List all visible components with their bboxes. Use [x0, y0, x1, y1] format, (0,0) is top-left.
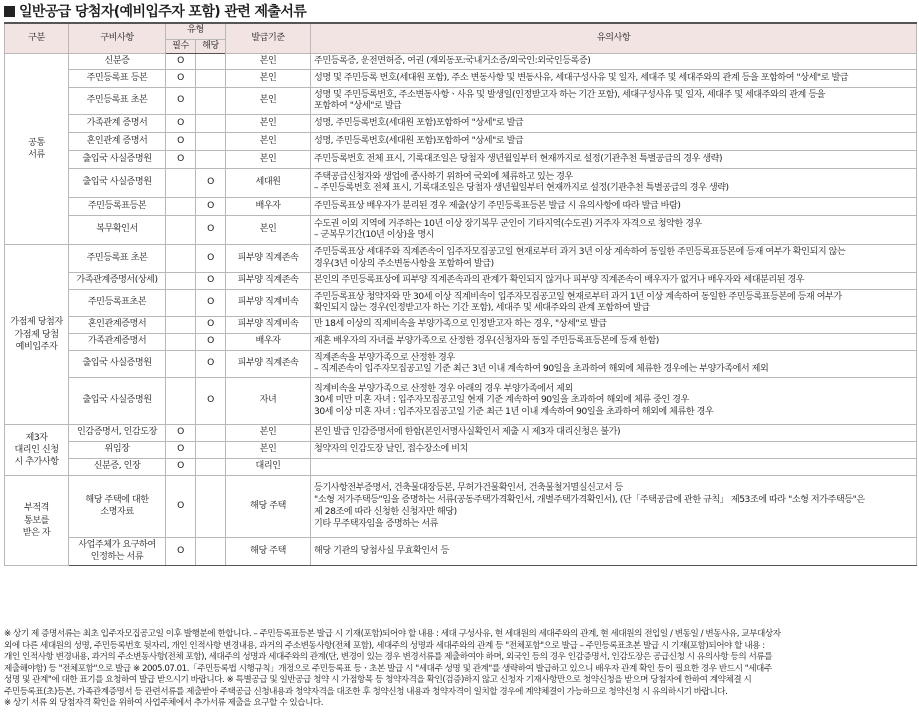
applicable-mark [196, 459, 226, 476]
table-row [5, 290, 917, 317]
required-mark: O [166, 133, 196, 151]
notes-cell [311, 459, 917, 476]
document-label: 소명자료 [100, 506, 134, 517]
notes-cell [311, 538, 917, 566]
document-label: 위임장 [104, 444, 130, 455]
table-row [5, 351, 917, 378]
document-label: 주민등록표등본 [87, 200, 147, 211]
applicable-mark: O [196, 245, 226, 273]
note-line: 청약자의 인감도장 날인, 접수장소에 비치 [314, 444, 468, 455]
applicable-mark [196, 442, 226, 459]
note-line: 성명, 주민등록번호(세대원 포함)포함하여 "상세"로 발급 [314, 135, 524, 146]
category-cell [5, 245, 69, 425]
applicable-mark [196, 133, 226, 151]
applicable-mark: O [196, 216, 226, 245]
table-row [5, 476, 917, 538]
document-label: 신분증, 인장 [93, 461, 141, 472]
document-label: 인감증명서, 인감도장 [77, 427, 157, 438]
note-line: 성명 및 주민등록번호, 주소변동사항ㆍ사유 및 발생일(인정받고자 하는 기간 포함), 세대구성사유 및 일자, 세대주 및 세대주와의 관계 등을 [314, 89, 825, 100]
document-cell [69, 351, 166, 378]
bullet-square-icon [4, 6, 15, 17]
applicable-mark: O [196, 273, 226, 290]
applicable-mark [196, 538, 226, 566]
required-mark [166, 317, 196, 334]
document-cell [69, 245, 166, 273]
note-line: 등기사항전부증명서, 건축물대장등본, 무허가건물확인서, 건축물철거멸실신고서 등 [314, 483, 623, 494]
document-label: 가족관계 증명서 [86, 117, 148, 128]
note-line: 포함하여 "상세"로 발급 [314, 101, 402, 112]
document-label: 복무확인서 [96, 224, 138, 235]
document-label: 가족관계증명서(상세) [76, 275, 158, 286]
note-line: 제 28조에 따라 신청한 신청자만 해당) [314, 506, 457, 517]
note-line: 주민등록번호 전체 표시, 기록대조일은 당첨자 생년월일부터 현재까지로 설정(기관추천 특별공급의 경우 생략) [314, 153, 723, 164]
required-mark [166, 169, 196, 198]
document-label: 주민등록표초본 [87, 297, 147, 308]
notes-cell [311, 115, 917, 133]
document-label: 가족관계증명서 [87, 336, 147, 347]
section-title [4, 1, 306, 21]
table-row [5, 273, 917, 290]
note-line: – 주민등록번호 전체 표시, 기록대조일은 당첨자 생년월일부터 현재까지로 설정(기관추천 특별공급의 경우 생략) [314, 183, 729, 194]
footnote-line: 개인 인적사항 변경내용, 과거의 주소변동사항(전체 포함), 세대주의 성명과 세대주와의 관계(단, 변경이 있는 경우 변경서류를 제출하여야 하며, 외국인 등의 경우 인감증명서, 인감도장은 공급신청 시 유의사항 등의 서류를 [4, 652, 773, 662]
table-row [5, 133, 917, 151]
table-row [5, 115, 917, 133]
notes-cell [311, 290, 917, 317]
table-row [5, 54, 917, 70]
basis-cell: 본인 [226, 216, 311, 245]
documents-table [4, 22, 917, 566]
category-label: 서류 [28, 150, 45, 161]
applicable-mark [196, 54, 226, 70]
note-line: – 직계존속이 입주자모집공고일 기준 최근 3년 이내 계속하여 90일을 초과하여 해외에 체류한 경우에는 부양가족에서 제외 [314, 364, 769, 375]
footnote-line: ※ 상기 서류 외 당첨자격 확인을 위하여 사업주체에서 추가서류 제출을 요구할 수 있습니다. [4, 698, 324, 708]
note-line: 30세 이상 미혼 자녀 : 입주자모집공고일 기준 최근 1년 이내 계속하여 90일을 초과하여 해외에 체류한 경우 [314, 407, 714, 418]
required-mark: O [166, 88, 196, 115]
header-basis: 발급기준 [226, 23, 311, 54]
document-label: 출입국 사실증명원 [82, 177, 152, 188]
document-label: 혼인관계증명서 [87, 319, 147, 330]
required-mark: O [166, 442, 196, 459]
notes-cell [311, 88, 917, 115]
basis-cell: 본인 [226, 151, 311, 169]
notes-cell [311, 216, 917, 245]
document-cell [69, 169, 166, 198]
notes-cell [311, 378, 917, 425]
header-type: 유형 [166, 23, 226, 39]
document-label: 인정하는 서류 [90, 551, 144, 562]
notes-cell [311, 334, 917, 351]
table-row [5, 245, 917, 273]
basis-cell: 본인 [226, 425, 311, 442]
note-line: "소형 저가주택등"임을 증명하는 서류(공동주택가격확인서, 개별주택가격확인서), (단「주택공급에 관한 규칙」 제53조에 따라 "소형 저가주택등"은 [314, 495, 865, 505]
applicable-mark [196, 70, 226, 88]
required-mark [166, 378, 196, 425]
category-label: 가점제 당첨 [14, 329, 59, 340]
note-line: 확인되지 않는 경우(인정받고자 하는 기간 포함), 세대주 및 세대주와의 관계 포함하여 발급 [314, 303, 650, 314]
basis-cell: 본인 [226, 54, 311, 70]
note-line: 해당 기관의 당첨사실 무효확인서 등 [314, 545, 449, 556]
required-mark [166, 351, 196, 378]
category-label: 받은 자 [22, 527, 51, 538]
basis-cell: 피부양 직계존속 [226, 245, 311, 273]
document-cell [69, 70, 166, 88]
basis-cell: 배우자 [226, 198, 311, 216]
document-cell [69, 151, 166, 169]
note-line: 주민등록표상 배우자가 분리된 경우 제출(상기 주민등록표등본 발급 시 유의사항에 따라 발급 바람) [314, 200, 681, 211]
document-cell [69, 216, 166, 245]
notes-cell [311, 317, 917, 334]
document-cell [69, 133, 166, 151]
document-label: 출입국 사실증명원 [82, 358, 152, 369]
required-mark [166, 273, 196, 290]
basis-cell: 세대원 [226, 169, 311, 198]
document-label: 주민등록표 초본 [86, 252, 148, 263]
basis-cell: 해당 주택 [226, 538, 311, 566]
required-mark: O [166, 151, 196, 169]
applicable-mark: O [196, 317, 226, 334]
table-row [5, 88, 917, 115]
category-label: 가점제 당첨자 [10, 317, 63, 328]
required-mark: O [166, 538, 196, 566]
document-cell [69, 538, 166, 566]
document-label: 주민등록표 초본 [86, 95, 148, 106]
note-line: 성명 및 주민등록 번호(세대원 포함), 주소 변동사항 및 변동사유, 세대구성사유 및 일자, 세대주 및 세대주와의 관계 등을 포함하여 "상세"로 발급 [314, 72, 849, 83]
document-cell [69, 317, 166, 334]
document-label: 출입국 사실증명원 [82, 395, 152, 406]
document-cell [69, 425, 166, 442]
notes-cell [311, 273, 917, 290]
note-line: 직계비속을 부양가족으로 산정한 경우 아래의 경우 부양가족에서 제외 [314, 383, 573, 394]
note-line: 만 18세 이상의 직계비속을 부양가족으로 인정받고자 하는 경우, "상세"로 발급 [314, 319, 607, 330]
document-cell [69, 198, 166, 216]
table-row [5, 442, 917, 459]
header-category: 구분 [5, 23, 69, 54]
note-line: 본인 발급 인감증명서에 한함(본인서명사실확인서 제출 시 제3자 대리신청은 불가) [314, 427, 621, 438]
note-line: – 군복무기간(10년 이상)을 명시 [314, 230, 434, 241]
applicable-mark [196, 88, 226, 115]
document-label: 사업주체가 요구하여 [78, 540, 156, 550]
notes-cell [311, 70, 917, 88]
basis-cell: 본인 [226, 88, 311, 115]
document-label: 혼인관계 증명서 [86, 135, 148, 146]
footnotes [4, 629, 915, 710]
category-label: 부적격 [23, 503, 49, 514]
category-cell [5, 425, 69, 476]
required-mark [166, 198, 196, 216]
category-cell [5, 54, 69, 245]
document-label: 해당 주택에 대한 [85, 495, 149, 505]
documents-table-body [5, 54, 917, 566]
header-notes: 유의사항 [311, 23, 917, 54]
basis-cell: 본인 [226, 442, 311, 459]
note-line: 성명, 주민등록번호(세대원 포함)포함하여 "상세"로 발급 [314, 117, 524, 128]
basis-cell: 피부양 직계존속 [226, 351, 311, 378]
note-line: 본인의 주민등록표상에 피부양 직계존속과의 관계가 확인되지 않거나 피부양 직계존속이 배우자가 없거나 배우자와 세대분리된 경우 [314, 275, 805, 286]
note-line: 직계존속을 부양가족으로 산정한 경우 [314, 352, 455, 363]
basis-cell: 본인 [226, 133, 311, 151]
table-row [5, 317, 917, 334]
notes-cell [311, 476, 917, 538]
applicable-mark: O [196, 351, 226, 378]
document-label: 신분증 [104, 55, 130, 66]
category-label: 제3자 [25, 432, 48, 443]
basis-cell: 피부양 직계비속 [226, 290, 311, 317]
required-mark: O [166, 115, 196, 133]
note-line: 기타 무주택자임을 증명하는 서류 [314, 518, 439, 529]
applicable-mark [196, 425, 226, 442]
required-mark [166, 290, 196, 317]
required-mark: O [166, 54, 196, 70]
document-cell [69, 115, 166, 133]
footnote-line: 외에 다른 세대원의 성명, 주민등록번호 뒷자리, 개인 인적사항 변경내용, 과거의 주소변동사항(전체 포함), 세대주의 성명과 세대주와의 관계 등 "전체포함"으로 발급 – 주민등록표초본 발급 시 기재(포함)되어야 할 내용 : [4, 640, 765, 651]
document-cell [69, 378, 166, 425]
header-applicable: 해당 [196, 39, 226, 54]
basis-cell: 본인 [226, 70, 311, 88]
document-label: 주민등록표 등본 [86, 72, 148, 83]
notes-cell [311, 425, 917, 442]
applicable-mark [196, 476, 226, 538]
header-required: 필수 [166, 39, 196, 54]
basis-cell: 해당 주택 [226, 476, 311, 538]
note-line: 주택공급신청자와 생업에 종사하기 위하여 국외에 체류하고 있는 경우 [314, 171, 573, 182]
applicable-mark: O [196, 334, 226, 351]
table-row [5, 378, 917, 425]
document-cell [69, 88, 166, 115]
table-row [5, 538, 917, 566]
category-label: 예비입주자 [15, 341, 58, 352]
notes-cell [311, 151, 917, 169]
document-cell [69, 334, 166, 351]
section-title-text: 일반공급 당첨자(예비입주자 포함) 관련 제출서류 [19, 4, 307, 20]
document-cell [69, 290, 166, 317]
document-label: 출입국 사실증명원 [82, 153, 152, 164]
basis-cell: 배우자 [226, 334, 311, 351]
required-mark: O [166, 70, 196, 88]
note-line: 수도권 이외 지역에 거주하는 10년 이상 장기복무 군인이 기타지역(수도권) 거주자 자격으로 청약한 경우 [314, 218, 702, 229]
footnote-line: ※ 상기 제 증명서류는 최초 입주자모집공고일 이후 발행분에 한합니다. – 주민등록표등본 발급 시 기재(포함)되어야 할 내용 : 세대 구성사유, 현 세대원의 세대주와의 관계, 현 세대원의 전입일 / 변동일 / 변동사유, 교부대상자 [4, 629, 781, 639]
notes-cell [311, 54, 917, 70]
footnote-line: 성명 및 관계"에 대한 표기를 요청하여 발급 받으시기 바랍니다. ※ 특별공급 및 일반공급 청약 시 가점항목 등 청약자격을 확인(검증)하지 않고 신청자 기재사항만으로 청약신청을 받으며 당첨자에 한하여 계약체결 시 [4, 675, 752, 685]
basis-cell: 대리인 [226, 459, 311, 476]
header-document: 구비사항 [69, 23, 166, 54]
basis-cell: 피부양 직계비속 [226, 317, 311, 334]
note-line: 경우(3년 이상의 주소변동사항을 포함하여 발급) [314, 258, 494, 269]
table-row [5, 70, 917, 88]
required-mark: O [166, 459, 196, 476]
table-row [5, 169, 917, 198]
document-cell [69, 442, 166, 459]
applicable-mark: O [196, 378, 226, 425]
table-row [5, 459, 917, 476]
notes-cell [311, 245, 917, 273]
category-label: 대리인 신청 [14, 445, 59, 456]
basis-cell: 본인 [226, 115, 311, 133]
applicable-mark [196, 115, 226, 133]
category-label: 통보를 [23, 515, 49, 526]
document-cell [69, 476, 166, 538]
required-mark: O [166, 425, 196, 442]
category-label: 시 추가사항 [14, 457, 59, 468]
notes-cell [311, 133, 917, 151]
note-line: 주민등록증, 운전면허증, 여권 (재외동포:국내거소증/외국인:외국인등록증) [314, 55, 591, 66]
applicable-mark: O [196, 290, 226, 317]
document-cell [69, 273, 166, 290]
basis-cell: 피부양 직계존속 [226, 273, 311, 290]
document-cell [69, 459, 166, 476]
required-mark: O [166, 476, 196, 538]
note-line: 30세 미만 미혼 자녀 : 입주자모집공고일 현재 기준 계속하여 90일을 초과하여 해외에 체류 중인 경우 [314, 395, 689, 406]
document-cell [69, 54, 166, 70]
table-row [5, 425, 917, 442]
footnote-line: 제출해야함) 등 "전체포함"으로 발급 ※ 2005.07.01.「주민등록법 시행규칙」개정으로 주민등록표 등ㆍ초본 발급 시 "세대주 성명 및 관계"를 생략하여 발급하고 있으니 배우자 관계 확인 등이 필요한 경우 반드시 "세대주 [4, 663, 772, 674]
note-line: 재혼 배우자의 자녀를 부양가족으로 산정한 경우(신청자와 동일 주민등록표등본에 등재 한함) [314, 336, 659, 347]
category-label: 공통 [28, 138, 45, 149]
table-row [5, 198, 917, 216]
notes-cell [311, 169, 917, 198]
required-mark [166, 245, 196, 273]
notes-cell [311, 442, 917, 459]
table-row [5, 151, 917, 169]
required-mark [166, 216, 196, 245]
notes-cell [311, 198, 917, 216]
note-line: 주민등록표상 세대주와 직계존속이 입주자모집공고일 현재로부터 과거 3년 이상 계속하여 동일한 주민등록표등본에 등재 여부가 확인되지 않는 [314, 247, 846, 257]
table-row [5, 334, 917, 351]
applicable-mark: O [196, 169, 226, 198]
required-mark [166, 334, 196, 351]
basis-cell: 자녀 [226, 378, 311, 425]
table-row [5, 216, 917, 245]
footnote-line: 주민등록표(초)등본, 가족관계증명서 등 관련서류를 제출받아 주택공급 신청내용과 청약자격을 대조한 후 청약신청 내용과 청약자격이 일치할 경우에 계약체결이 가능하므로 청약신청 시 유의하시기 바랍니다. [4, 686, 728, 697]
applicable-mark: O [196, 198, 226, 216]
note-line: 주민등록표상 청약자와 만 30세 이상 직계비속이 입주자모집공고일 현재로부터 과거 1년 이상 계속하여 동일한 주민등록표등본에 등재 여부가 [314, 291, 842, 302]
applicable-mark [196, 151, 226, 169]
notes-cell [311, 351, 917, 378]
category-cell [5, 476, 69, 566]
